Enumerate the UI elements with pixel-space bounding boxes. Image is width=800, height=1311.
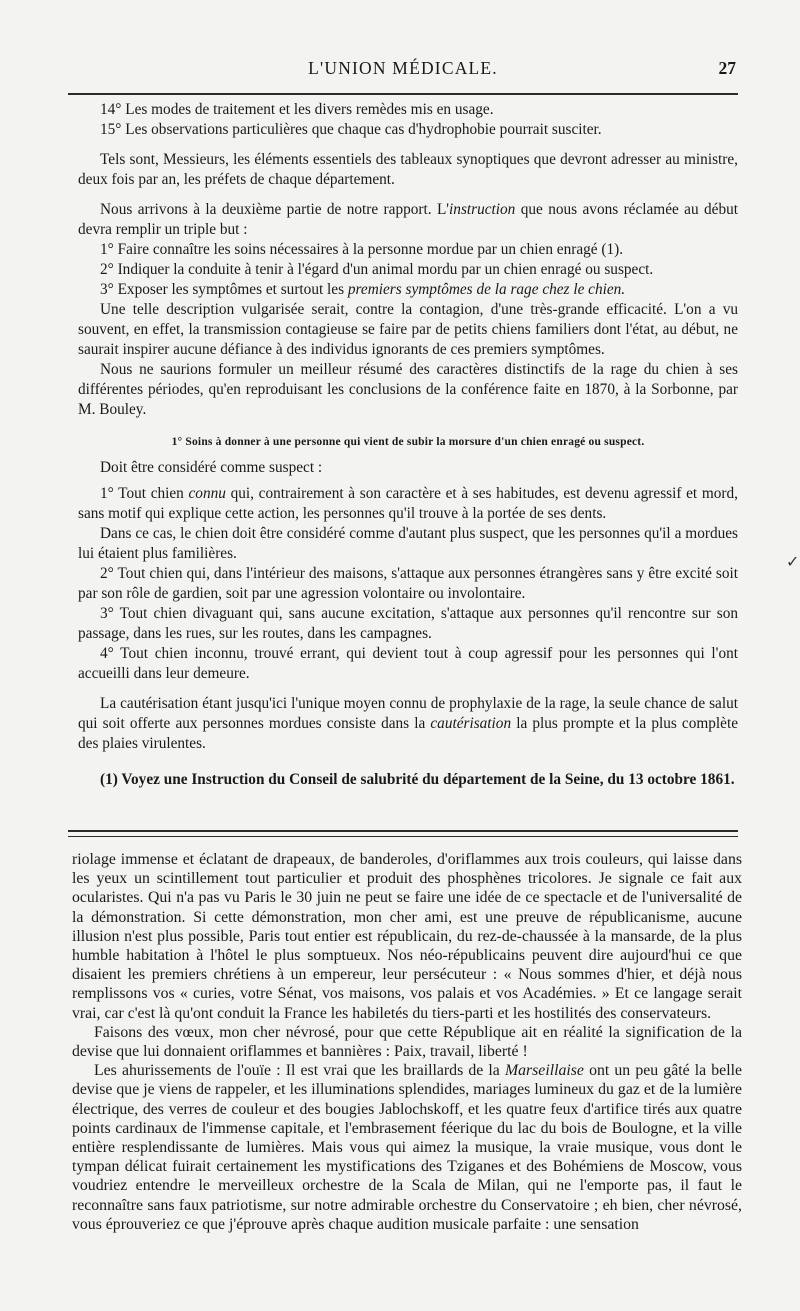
aim-item-3: 3° Exposer les symptômes et surtout les premiers symptômes de la rage chez le chien. (100, 281, 626, 298)
paragraph-tels-sont: Tels sont, Messieurs, les éléments essentiels des tableaux synoptiques que devront adresser au ministre, deux fois par an, les préfets de chaque département. (78, 151, 738, 188)
feuilleton-paragraph-3: Les ahurissements de l'ouïe : Il est vrai que les braillards de la Marseillaise ont un peu gâté la belle devise que je viens de rappeler, et les illuminations splendides, mariages lumineux du gaz et de la lumière électrique, des verres de couleur et des bougies Jablochskoff, et les quatre feux d'artifice tirés aux quatre points cardinaux de l'immense capitale, et l'embrasement féerique du lac du bois de Boulogne, et la ville entière resplendissante de lumières. Mais vous qui aimez la musique, la vraie musique, vous dont le tympan délicat fuirait certainement les mystifications des Tziganes et des Bohémiens de Moscow, vous voudriez entendre le merveilleux orchestre de la Scala de Milan, qui ne l'emporte pas, il faut le reconnaître sans faux patriotisme, sur notre admirable orchestre du Conservatoire ; eh bien, cher névrosé, vous éprouveriez ce que j'éprouve après chaque audition musicale parfaite : une sensation (72, 1062, 742, 1233)
feuilleton-rule-thin (68, 836, 738, 837)
suspect-item-3: 3° Tout chien divaguant qui, sans aucune excitation, s'attaque aux personnes qu'il rencontre sur son passage, dans les rues, sur les routes, dans les campagnes. (78, 605, 738, 642)
page-number: 27 (718, 58, 736, 78)
section-subheading: 1° Soins à donner à une personne qui vient de subir la morsure d'un chien enragé ou suspect. (171, 436, 645, 448)
paragraph-une-telle: Une telle description vulgarisée serait, contre la contagion, d'une très-grande efficacité. L'on a vu souvent, en effet, la transmission contagieuse se faire par de petits chiens familiers dont l'état, au début, ne saurait inspirer aucune défiance à des individus ignorants de ces premiers symptômes. (78, 301, 738, 358)
journal-title: L'UNION MÉDICALE. (308, 58, 498, 78)
suspect-item-2: 2° Tout chien qui, dans l'intérieur des maisons, s'attaque aux personnes étrangères sans y être excité soit par son rôle de gardien, soit par une agression volontaire ou involontaire. (78, 565, 738, 602)
article-body (78, 100, 738, 790)
feuilleton-body (72, 850, 742, 1234)
paragraph-nous-arrivons: Nous arrivons à la deuxième partie de notre rapport. L'instruction que nous avons réclamée au début devra remplir un triple but : (78, 201, 738, 238)
footnote: (1) Voyez une Instruction du Conseil de salubrité du département de la Seine, du 13 octobre 1861. (100, 771, 735, 788)
feuilleton-rule (68, 830, 738, 832)
list-item: 15° Les observations particulières que chaque cas d'hydrophobie pourrait susciter. (100, 121, 602, 138)
paragraph-cauterisation: La cautérisation étant jusqu'ici l'unique moyen connu de prophylaxie de la rage, la seule chance de salut qui soit offerte aux personnes mordues consiste dans la cautérisation la plus prompte et la plus complète des plaies virulentes. (78, 695, 738, 752)
list-item: 14° Les modes de traitement et les divers remèdes mis en usage. (100, 101, 494, 118)
margin-mark: ✓ (786, 554, 800, 571)
aim-item-2: 2° Indiquer la conduite à tenir à l'égard d'un animal mordu par un chien enragé ou suspect. (100, 261, 654, 278)
paragraph-nous-saurions: Nous ne saurions formuler un meilleur résumé des caractères distinctifs de la rage du chien à ses différentes périodes, qu'en reproduisant les conclusions de la conférence faite en 1870, à la Sorbonne, par M. Bouley. (78, 361, 738, 418)
paragraph-dans-ce-cas: Dans ce cas, le chien doit être considéré comme d'autant plus suspect, que les personnes qu'il a mordues lui étaient plus familières. (78, 525, 738, 562)
running-header (68, 58, 738, 88)
feuilleton-paragraph-1: riolage immense et éclatant de drapeaux, de banderoles, d'oriflammes aux trois couleurs, qui laisse dans les yeux un scintillement tout particulier et produit des phosphènes tricolores. Je signale ce fait aux ocularistes. Qui n'a pas vu Paris le 30 juin ne peut se faire une idée de ce spectacle et de l'universalité de la démonstration. Si cette démonstration, mon cher ami, est une preuve de républicanisme, aucune illusion n'est plus possible, Paris tout entier est républicain, du rez-de-chaussée à la mansarde, de la plus humble habitation à l'hôtel le plus somptueux. Nos néo-républicains peuvent dire aujourd'hui ce que disaient les premiers chrétiens à un empereur, leur persécuteur : « Nous sommes d'hier, et déjà nous remplissons vos « curies, votre Sénat, vos maisons, vos palais et vos Académies. » Et ce langage serait vrai, car c'est là qu'ont conduit la France les habiletés du tiers-parti et les hostilités des conservateurs. (72, 851, 742, 1022)
suspect-item-4: 4° Tout chien inconnu, trouvé errant, qui devient tout à coup agressif pour les personnes qui l'ont accueilli dans leur demeure. (78, 645, 738, 682)
aim-item-1: 1° Faire connaître les soins nécessaires à la personne mordue par un chien enragé (1). (100, 241, 624, 258)
suspect-item-1: 1° Tout chien connu qui, contrairement à son caractère et à ses habitudes, est devenu agressif et mord, sans motif qui explique cette action, les personnes qu'il trouve à la portée de ses dents. (78, 485, 738, 522)
header-rule (68, 93, 738, 95)
feuilleton-paragraph-2: Faisons des vœux, mon cher névrosé, pour que cette République ait en réalité la signification de la devise que lui donnaient oriflammes et bannières : Paix, travail, liberté ! (72, 1023, 742, 1061)
paragraph-doit-etre: Doit être considéré comme suspect : (100, 459, 323, 476)
